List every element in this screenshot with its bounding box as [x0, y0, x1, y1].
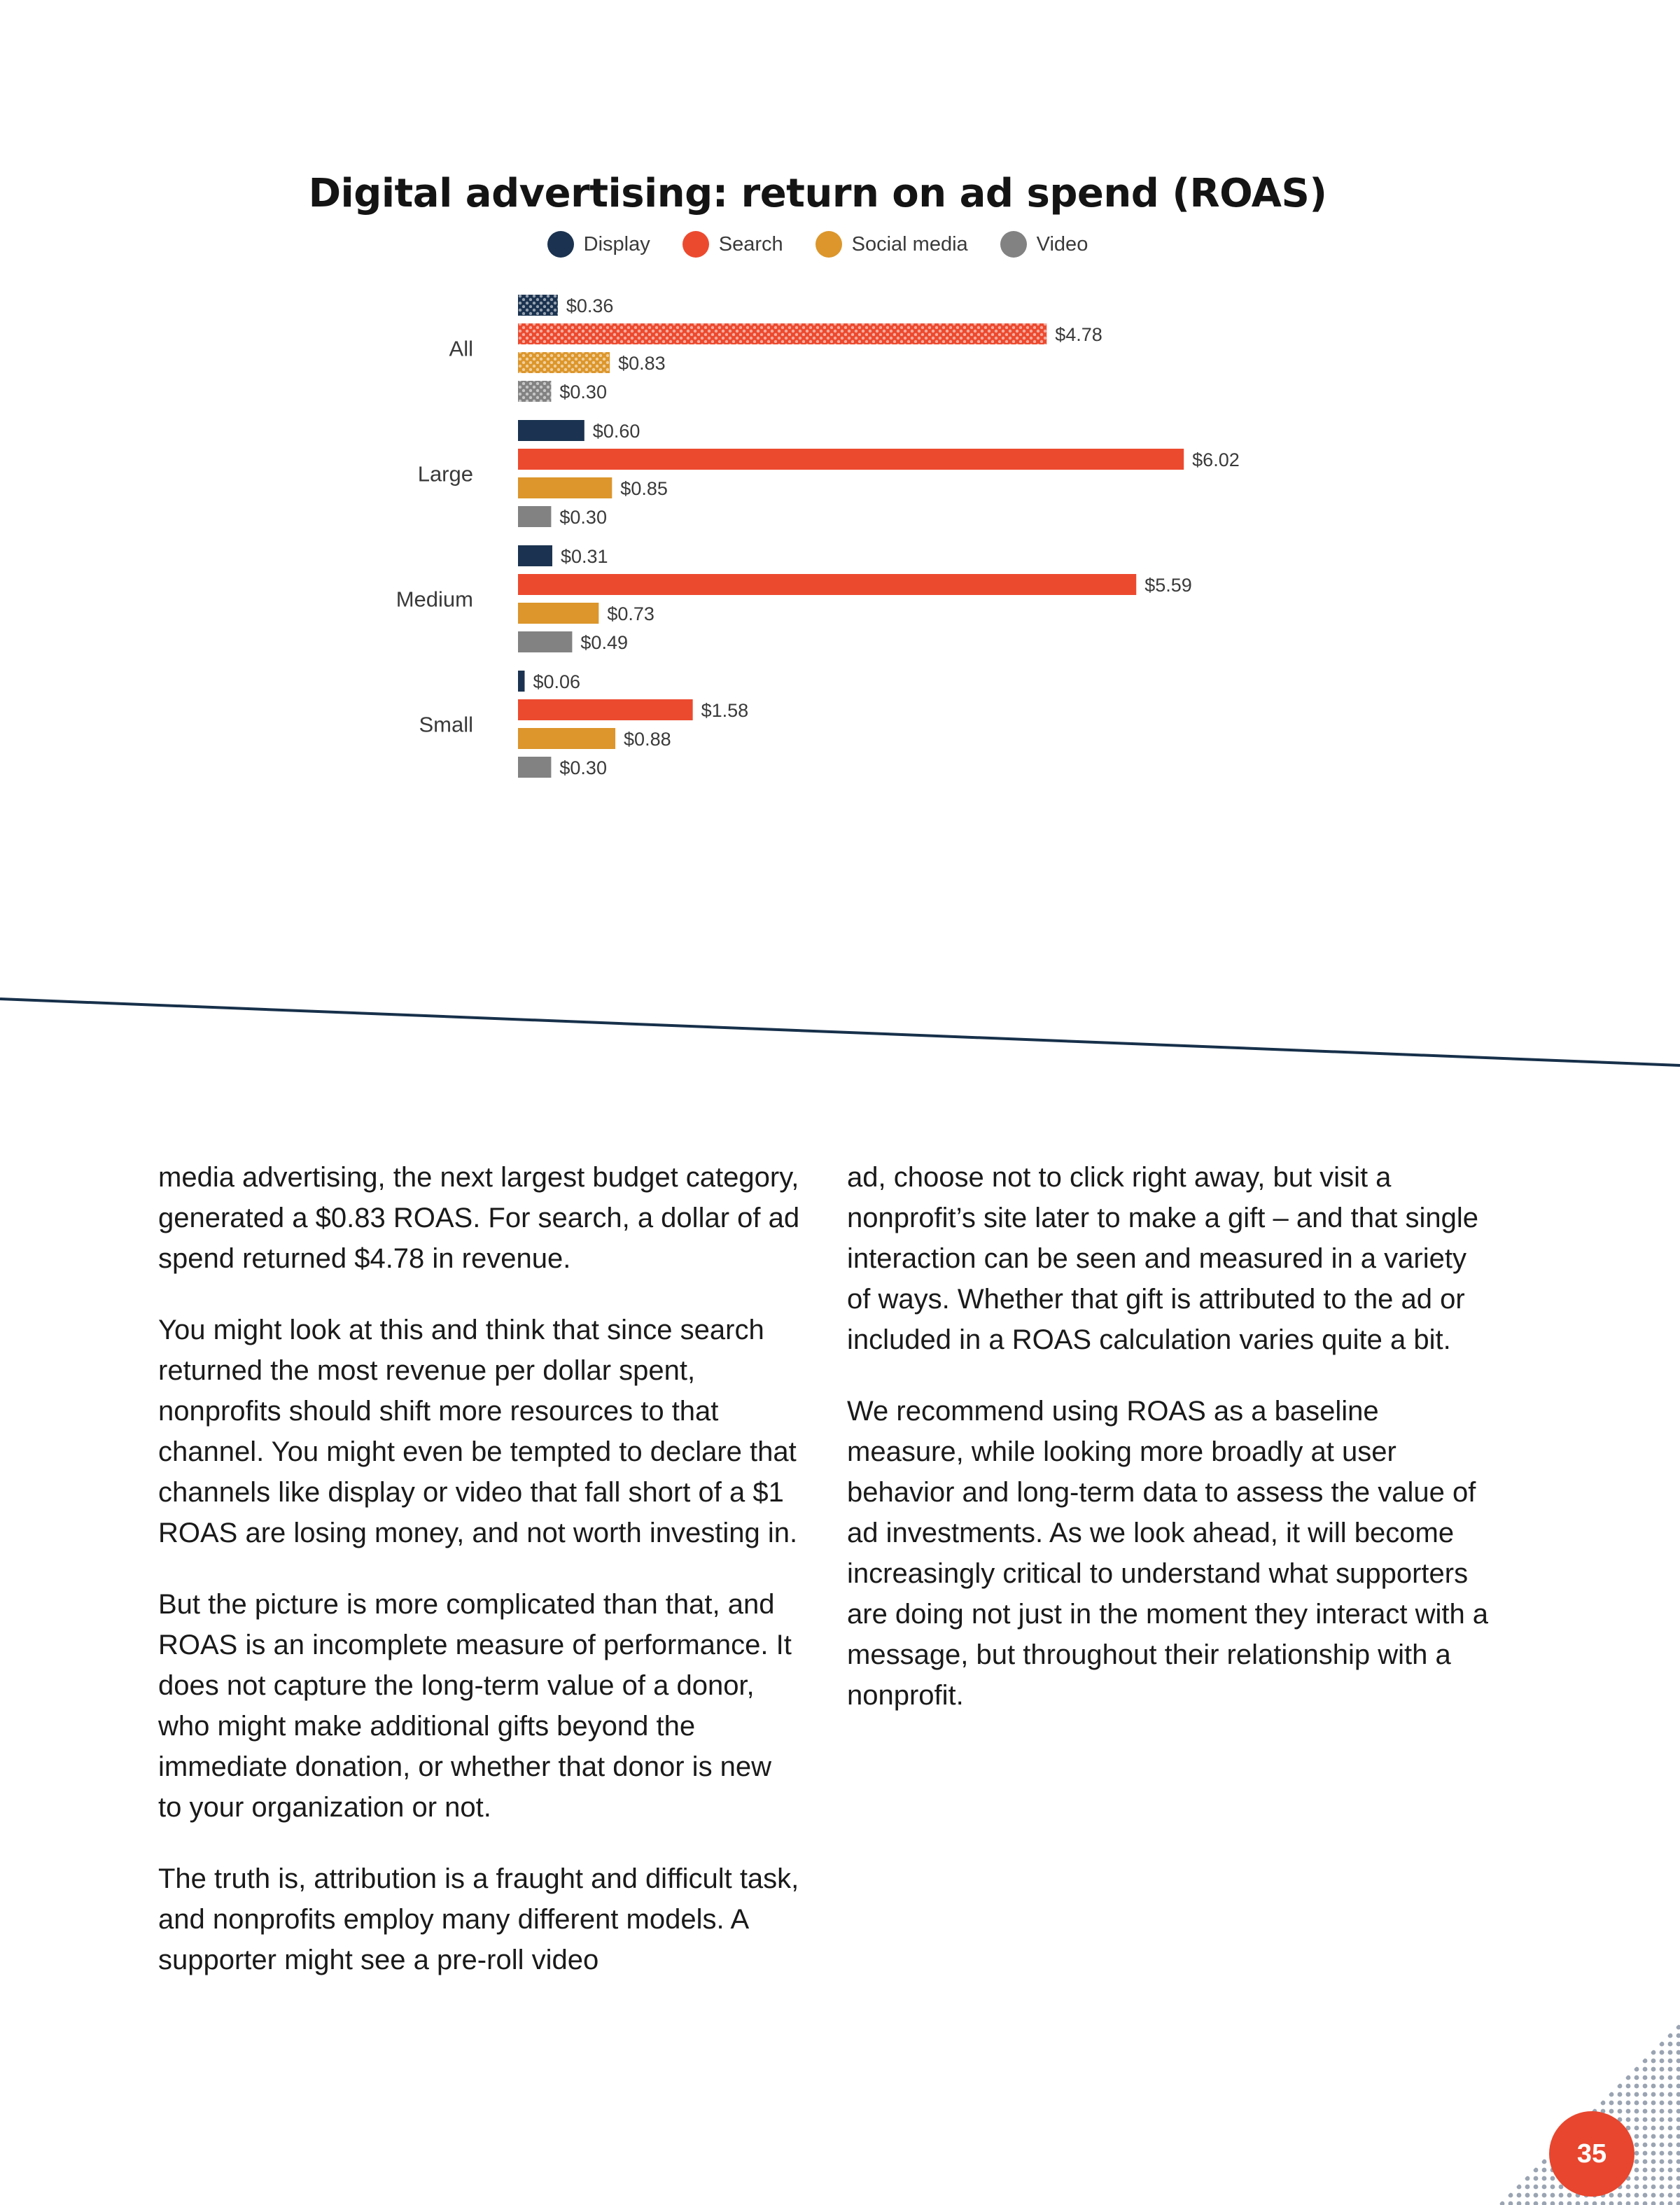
- data-label-medium-video: $0.49: [580, 632, 628, 653]
- body-column-left: [158, 1157, 802, 2011]
- bar-medium-display: [518, 545, 552, 566]
- legend-item-video: [1000, 231, 1088, 258]
- data-label-small-display: $0.06: [533, 671, 581, 692]
- data-label-small-search: $1.58: [701, 700, 749, 721]
- bar-texture-video: [518, 381, 551, 402]
- bar-small-video: [518, 757, 551, 778]
- bar-texture-display: [518, 295, 558, 316]
- body-column-right: [847, 1157, 1491, 1746]
- category-label-medium: Medium: [396, 587, 473, 612]
- chart-title: Digital advertising: return on ad spend (ROAS): [308, 171, 1327, 216]
- data-label-all-display: $0.36: [566, 295, 614, 316]
- data-label-small-social-media: $0.88: [624, 729, 671, 750]
- legend-item-search: [682, 231, 783, 258]
- data-label-medium-social-media: $0.73: [607, 603, 654, 624]
- data-label-medium-display: $0.31: [560, 546, 608, 567]
- data-label-small-video: $0.30: [559, 757, 607, 778]
- bar-chart: [0, 280, 1680, 812]
- data-label-all-search: $4.78: [1055, 324, 1102, 345]
- bar-medium-social-media: [518, 603, 598, 624]
- paragraph: The truth is, attribution is a fraught and difficult task, and nonprofits employ many different models. A supporter might see a pre-roll video: [158, 1863, 799, 1975]
- bar-large-video: [518, 506, 551, 527]
- category-label-small: Small: [419, 712, 473, 737]
- page-number: 35: [1549, 2111, 1634, 2197]
- bar-medium-search: [518, 574, 1136, 595]
- category-label-large: Large: [417, 461, 473, 486]
- bar-texture-social-media: [518, 352, 610, 373]
- legend-dot-social-media: [816, 231, 842, 258]
- legend-label-social-media: Social media: [851, 232, 968, 255]
- bar-small-search: [518, 699, 693, 720]
- data-label-all-social-media: $0.83: [618, 353, 666, 374]
- legend-dot-video: [1000, 231, 1027, 258]
- data-label-medium-search: $5.59: [1144, 575, 1192, 596]
- bar-large-social-media: [518, 477, 612, 498]
- bar-small-social-media: [518, 728, 615, 749]
- data-label-large-social-media: $0.85: [620, 478, 668, 499]
- paragraph: media advertising, the next largest budget category, generated a $0.83 ROAS. For search, a dollar of ad spend returned $4.78 in revenue.: [158, 1162, 800, 1274]
- legend-label-display: Display: [583, 232, 650, 255]
- legend-dot-search: [682, 231, 709, 258]
- bar-texture-search: [518, 323, 1046, 344]
- bar-small-display: [518, 671, 524, 692]
- legend-item-display: [547, 231, 650, 258]
- data-label-large-display: $0.60: [592, 421, 640, 442]
- data-label-large-video: $0.30: [559, 507, 607, 528]
- section-divider: [0, 980, 1680, 1078]
- paragraph: ad, choose not to click right away, but visit a nonprofit’s site later to make a gift – and that single interaction can be seen and measured in a variety of ways. Whether that gift is attributed to the ad or included in a ROAS calculation varies quite a bit.: [847, 1162, 1479, 1355]
- chart-legend: [0, 231, 1635, 258]
- category-label-all: All: [449, 336, 473, 361]
- legend-item-social-media: [816, 231, 968, 258]
- paragraph: But the picture is more complicated than that, and ROAS is an incomplete measure of performance. It does not capture the long-term value of a donor, who might make additional gifts beyond the immediate donation, or whether that donor is new to your organization or not.: [158, 1589, 792, 1823]
- data-label-large-search: $6.02: [1192, 449, 1240, 470]
- legend-label-search: Search: [718, 232, 783, 255]
- paragraph: You might look at this and think that since search returned the most revenue per dollar spent, nonprofits should shift more resources to that channel. You might even be tempted to declare that channels like display or video that fall short of a $1 ROAS are losing money, and not worth investing in.: [158, 1315, 798, 1548]
- legend-label-video: Video: [1036, 232, 1088, 255]
- bar-large-search: [518, 449, 1184, 470]
- data-label-all-video: $0.30: [559, 382, 607, 402]
- paragraph: We recommend using ROAS as a baseline measure, while looking more broadly at user behavior and long-term data to assess the value of ad investments. As we look ahead, it will become increasingly critical to understand what supporters are doing not just in the moment they interact with a message, but throughout their relationship with a nonprofit.: [847, 1396, 1489, 1711]
- legend-dot-display: [547, 231, 574, 258]
- bar-large-display: [518, 420, 584, 441]
- bar-medium-video: [518, 631, 572, 652]
